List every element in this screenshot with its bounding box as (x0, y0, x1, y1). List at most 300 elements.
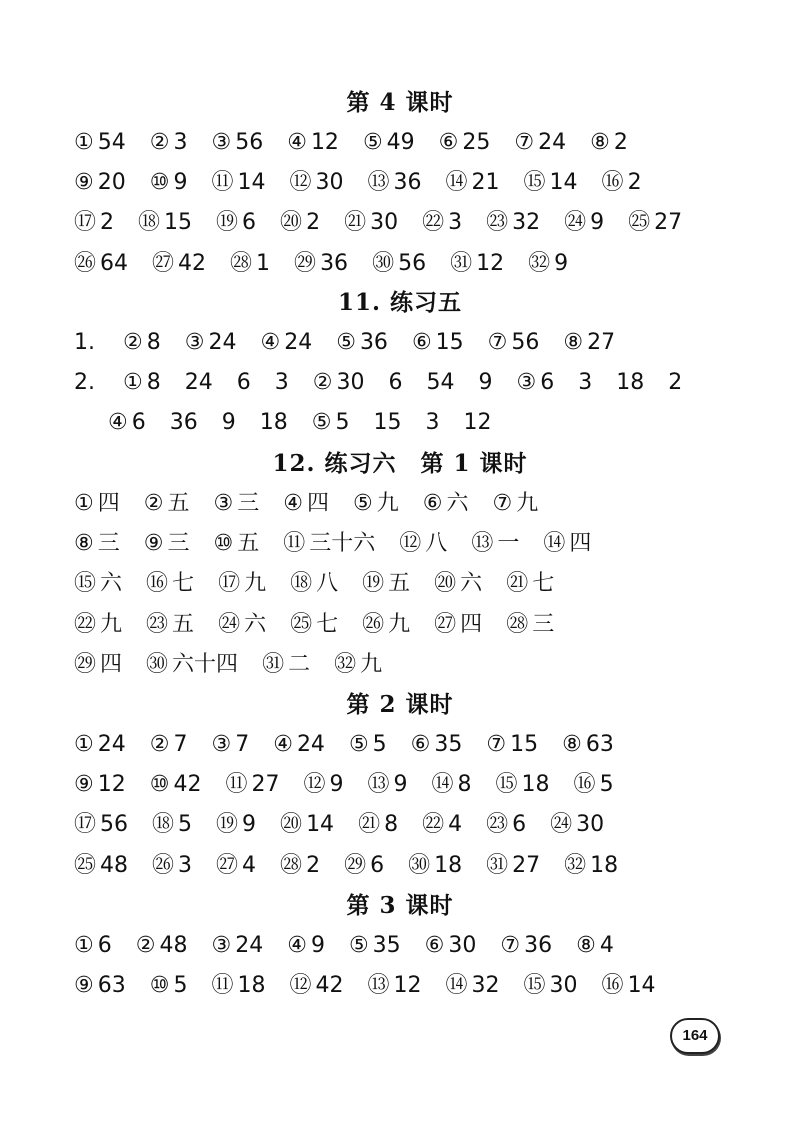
item-answer: 五 (237, 531, 260, 557)
item-answer: 30 (370, 210, 399, 236)
item-number: ⑰ (74, 812, 97, 838)
item-number: ⑰ (218, 571, 241, 597)
answer-item (218, 567, 266, 601)
item-number: ⑨ (143, 531, 164, 557)
answer-item (74, 808, 128, 842)
answer-item (486, 728, 538, 762)
item-number: ㉛ (450, 250, 473, 276)
item-answer: 27 (512, 852, 541, 878)
item-number: ⑨ (74, 973, 94, 999)
item-answer: 9 (329, 772, 344, 798)
answer-row (74, 247, 592, 281)
item-answer: 36 (393, 170, 422, 196)
answer-item (578, 366, 592, 400)
item-number: ⑯ (146, 571, 169, 597)
answer-item (146, 648, 238, 682)
item-answer: 四 (97, 491, 120, 516)
item-number: ⑭ (431, 772, 454, 798)
item-answer: 30 (549, 973, 578, 999)
item-answer: 18 (434, 852, 463, 878)
answer-item (150, 768, 202, 802)
item-answer: 18 (590, 852, 619, 878)
item-number: ② (149, 732, 170, 757)
item-number: ㉗ (216, 852, 239, 878)
item-number: ⑮ (523, 973, 546, 999)
answer-item (211, 166, 265, 200)
item-answer: 63 (585, 732, 614, 757)
item-number: ⑭ (445, 170, 468, 196)
answer-item (74, 728, 126, 762)
item-answer: 一 (497, 531, 520, 557)
answer-item (294, 247, 348, 281)
answer-item (425, 929, 477, 963)
answer-row (74, 969, 680, 1003)
item-number: ㉔ (550, 812, 573, 838)
answer-item (422, 808, 462, 842)
answer-item (496, 768, 550, 802)
item-number: ② (135, 933, 156, 958)
answer-item (524, 969, 578, 1003)
answer-row (74, 166, 666, 200)
item-number: ⑭ (445, 973, 468, 999)
item-number: ⑫ (303, 772, 326, 798)
answer-item (344, 206, 398, 240)
answer-item (434, 608, 482, 642)
answer-row (74, 527, 615, 561)
answer-item (408, 849, 462, 883)
answer-row (74, 849, 642, 883)
answer-item (399, 527, 447, 561)
item-answer: 2 (306, 852, 321, 878)
item-answer: 56 (235, 130, 264, 155)
answer-item (349, 929, 401, 963)
item-number: ㉘ (506, 611, 529, 637)
answer-item (185, 326, 237, 360)
item-answer: 八 (316, 571, 339, 597)
item-answer: 6 (512, 812, 527, 838)
item-number: ⑫ (399, 531, 422, 557)
item-answer: 二 (288, 651, 311, 677)
answer-item (146, 608, 194, 642)
answer-item (152, 247, 206, 281)
answer-item (432, 768, 472, 802)
answer-item (336, 326, 388, 360)
answer-item (74, 608, 122, 642)
answer-item (290, 608, 338, 642)
item-answer: 9 (221, 410, 236, 436)
item-number: ④ (260, 330, 281, 355)
item-number: ㉖ (362, 611, 385, 637)
item-number: ㉕ (290, 611, 313, 637)
item-number: ② (123, 330, 143, 355)
answer-item (524, 166, 578, 200)
item-answer: 9 (554, 250, 569, 276)
item-number: ⑬ (367, 772, 390, 798)
answer-item (138, 206, 192, 240)
item-number: ㉙ (344, 852, 367, 878)
answer-item (262, 648, 310, 682)
answer-item (368, 166, 422, 200)
item-number: ③ (213, 491, 234, 516)
item-answer: 六十四 (172, 651, 239, 677)
item-number: ⑱ (152, 812, 175, 838)
answer-item (74, 648, 122, 682)
answer-item (516, 366, 554, 400)
item-answer: 18 (259, 410, 288, 436)
item-answer: 9 (310, 933, 325, 958)
item-answer: 24 (284, 330, 313, 355)
item-answer: 18 (616, 370, 645, 396)
item-answer: 三 (97, 531, 120, 557)
item-answer: 42 (315, 973, 344, 999)
answer-item (564, 849, 618, 883)
answer-item (273, 728, 325, 762)
item-number: ⑱ (290, 571, 313, 597)
answer-item (562, 728, 614, 762)
item-number: ⑤ (348, 933, 369, 958)
item-number: ① (74, 491, 94, 516)
item-number: ⑦ (486, 732, 507, 757)
answer-item (150, 166, 188, 200)
item-number: ⑧ (563, 330, 584, 355)
answer-row (74, 929, 638, 963)
item-number: ⑪ (225, 772, 248, 798)
item-number: ③ (211, 130, 232, 155)
item-number: ㉑ (506, 571, 529, 597)
item-number: ⑪ (283, 531, 306, 557)
answer-item (280, 206, 320, 240)
answer-item (412, 326, 464, 360)
item-answer: 5 (372, 732, 387, 757)
item-number: ⑮ (495, 772, 518, 798)
item-number: ⑤ (353, 491, 373, 516)
answer-item (136, 929, 188, 963)
item-answer: 30 (576, 812, 605, 838)
item-number: ⑨ (74, 772, 94, 798)
answer-row (74, 648, 406, 682)
item-answer: 3 (178, 852, 193, 878)
answer-item (426, 366, 454, 400)
item-answer: 3 (274, 370, 289, 396)
answer-item (260, 406, 288, 440)
item-number: ⑩ (149, 170, 170, 196)
section-heading: 第 3 课时 (346, 892, 454, 919)
answer-item (230, 247, 270, 281)
item-number: ② (149, 130, 170, 155)
item-answer: 四 (100, 651, 123, 677)
item-answer: 48 (159, 933, 188, 958)
answer-row (74, 326, 639, 360)
item-number: ⑱ (138, 210, 161, 236)
answer-item (463, 406, 491, 440)
item-answer: 32 (471, 973, 500, 999)
section-heading: 第 2 课时 (346, 691, 454, 718)
answer-item (123, 366, 161, 400)
item-number: ㉕ (628, 210, 651, 236)
answer-item (74, 326, 99, 360)
item-number: ㉓ (486, 210, 509, 236)
item-answer: 九 (244, 571, 267, 597)
item-number: ㉑ (344, 210, 367, 236)
item-number: ⑳ (434, 571, 457, 597)
item-answer: 8 (457, 772, 472, 798)
item-answer: 15 (373, 410, 402, 436)
item-number: ㉒ (422, 812, 445, 838)
item-answer: 五 (167, 491, 190, 516)
answer-item (372, 247, 426, 281)
item-number: ④ (287, 933, 307, 958)
answer-item (434, 567, 482, 601)
item-number: ㉒ (74, 611, 97, 637)
item-answer: 36 (320, 250, 349, 276)
answer-item (152, 849, 192, 883)
item-number: ⑳ (280, 210, 303, 236)
answer-item (500, 929, 552, 963)
answer-item (313, 366, 365, 400)
item-answer: 4 (448, 812, 463, 838)
item-number: ③ (184, 330, 205, 355)
answer-item (353, 487, 399, 521)
answer-item (225, 768, 279, 802)
answer-item (486, 849, 540, 883)
item-answer: 18 (237, 973, 266, 999)
item-number: ㉜ (528, 250, 551, 276)
item-number: ② (312, 370, 333, 396)
answer-item (108, 406, 146, 440)
answer-item (74, 768, 126, 802)
item-answer: 20 (97, 170, 126, 196)
item-number: ㉗ (152, 250, 175, 276)
answer-item (216, 849, 256, 883)
item-number: ㉚ (408, 852, 431, 878)
answer-item (74, 487, 120, 521)
item-number: 2. (74, 370, 95, 396)
item-answer: 24 (235, 933, 264, 958)
item-answer: 6 (97, 933, 112, 958)
item-answer: 九 (388, 611, 411, 637)
item-answer: 七 (532, 571, 555, 597)
answer-item (287, 126, 339, 160)
item-number: ⑥ (438, 130, 459, 155)
item-number: ⑬ (471, 531, 494, 557)
item-answer: 2 (613, 130, 628, 155)
item-answer: 42 (178, 250, 207, 276)
item-answer: 6 (131, 410, 146, 436)
item-number: ① (74, 130, 94, 155)
item-answer: 8 (384, 812, 399, 838)
item-answer: 15 (435, 330, 464, 355)
item-number: ② (143, 491, 164, 516)
answer-item (211, 929, 263, 963)
item-number: ⑤ (348, 732, 369, 757)
answer-item (616, 366, 644, 400)
answer-item (283, 487, 329, 521)
item-answer: 9 (173, 170, 188, 196)
answer-item (358, 808, 398, 842)
item-number: ③ (516, 370, 537, 396)
item-answer: 2 (627, 170, 642, 196)
item-number: ⑩ (213, 531, 234, 557)
item-answer: 1 (256, 250, 271, 276)
answer-item (214, 487, 260, 521)
answer-item (590, 126, 628, 160)
item-answer: 30 (315, 170, 344, 196)
item-answer: 24 (296, 732, 325, 757)
answer-item (446, 969, 500, 1003)
item-number: ⑫ (289, 170, 312, 196)
item-number: ⑮ (74, 571, 97, 597)
item-answer: 6 (370, 852, 385, 878)
item-answer: 35 (372, 933, 401, 958)
answer-item (185, 366, 213, 400)
item-number: 1. (74, 330, 95, 355)
answer-item (144, 487, 190, 521)
item-number: ⑦ (514, 130, 535, 155)
item-answer: 12 (97, 772, 126, 798)
item-number: ㉛ (262, 651, 285, 677)
answer-item (488, 326, 540, 360)
item-answer: 5 (335, 410, 350, 436)
answer-item (280, 808, 334, 842)
item-number: ㉑ (358, 812, 381, 838)
item-answer: 15 (164, 210, 193, 236)
item-answer: 三十六 (309, 531, 376, 557)
item-answer: 24 (208, 330, 237, 355)
item-answer: 54 (97, 130, 126, 155)
item-number: ⑧ (576, 933, 596, 958)
item-number: ㉔ (218, 611, 241, 637)
answer-item (602, 969, 656, 1003)
item-number: ㉘ (230, 250, 253, 276)
item-answer: 5 (173, 973, 188, 999)
answer-item (528, 247, 568, 281)
item-answer: 12 (463, 410, 492, 436)
answer-item (152, 808, 192, 842)
item-answer: 四 (569, 531, 592, 557)
answer-item (450, 247, 504, 281)
item-number: ⑦ (487, 330, 508, 355)
answer-item (486, 808, 526, 842)
item-answer: 49 (386, 130, 415, 155)
item-number: ⑪ (211, 973, 234, 999)
item-answer: 三 (532, 611, 555, 637)
item-answer: 九 (100, 611, 123, 637)
item-number: ㉗ (434, 611, 457, 637)
item-number: ㉓ (486, 812, 509, 838)
item-number: ⑥ (422, 491, 443, 516)
answer-item (211, 728, 249, 762)
item-answer: 5 (178, 812, 193, 838)
answer-item (146, 567, 194, 601)
item-number: ㉘ (280, 852, 303, 878)
item-number: ④ (287, 130, 307, 155)
answer-item (344, 849, 384, 883)
item-number: ⑥ (411, 330, 432, 355)
answer-item (211, 126, 263, 160)
item-number: ① (74, 732, 94, 757)
answer-item (74, 527, 120, 561)
answer-item (668, 366, 682, 400)
item-answer: 14 (237, 170, 266, 196)
item-answer: 18 (521, 772, 550, 798)
answer-row (108, 406, 515, 440)
item-answer: 36 (169, 410, 198, 436)
item-number: ⑮ (523, 170, 546, 196)
item-answer: 9 (393, 772, 408, 798)
answer-item (280, 849, 320, 883)
answer-item (260, 326, 312, 360)
item-answer: 27 (251, 772, 280, 798)
item-answer: 七 (316, 611, 339, 637)
item-answer: 4 (242, 852, 257, 878)
answer-item (289, 969, 343, 1003)
item-number: ④ (283, 491, 303, 516)
item-number: ㉙ (294, 250, 317, 276)
item-answer: 27 (587, 330, 616, 355)
answer-row (74, 126, 652, 160)
item-answer: 30 (448, 933, 477, 958)
item-number: ㉜ (564, 852, 587, 878)
item-number: ㉒ (422, 210, 445, 236)
answer-item (303, 768, 343, 802)
item-answer: 2 (668, 370, 683, 396)
answer-item (123, 326, 161, 360)
item-number: ① (74, 933, 94, 958)
answer-row (74, 608, 578, 642)
item-number: ③ (211, 732, 232, 757)
answer-item (218, 608, 266, 642)
item-answer: 48 (100, 852, 129, 878)
answer-item (349, 728, 387, 762)
answer-row (74, 728, 638, 762)
answer-item (74, 366, 99, 400)
item-number: ⑬ (367, 170, 390, 196)
answer-item (74, 206, 114, 240)
answer-row (74, 567, 578, 601)
item-answer: 2 (100, 210, 115, 236)
item-answer: 9 (478, 370, 493, 396)
item-number: ① (123, 370, 143, 396)
answer-item (493, 487, 539, 521)
item-answer: 36 (359, 330, 388, 355)
item-answer: 7 (235, 732, 250, 757)
answer-item (144, 527, 190, 561)
answer-item (216, 808, 256, 842)
answer-item (368, 768, 408, 802)
answer-item (287, 929, 325, 963)
item-number: ㉖ (74, 250, 97, 276)
answer-item (411, 728, 463, 762)
item-answer: 八 (425, 531, 448, 557)
item-answer: 五 (388, 571, 411, 597)
answer-item (237, 366, 251, 400)
answer-item (74, 247, 128, 281)
item-answer: 15 (510, 732, 539, 757)
item-number: ⑨ (74, 170, 94, 196)
item-number: ⑯ (573, 772, 596, 798)
item-answer: 九 (516, 491, 539, 516)
item-number: ⑲ (216, 812, 239, 838)
item-number: ⑲ (362, 571, 385, 597)
answer-item (150, 728, 188, 762)
answer-item (74, 126, 126, 160)
item-answer: 6 (242, 210, 257, 236)
item-number: ⑧ (74, 531, 94, 557)
item-answer: 8 (146, 330, 161, 355)
item-answer: 3 (578, 370, 593, 396)
item-number: ⑬ (367, 973, 390, 999)
answer-item (283, 527, 375, 561)
